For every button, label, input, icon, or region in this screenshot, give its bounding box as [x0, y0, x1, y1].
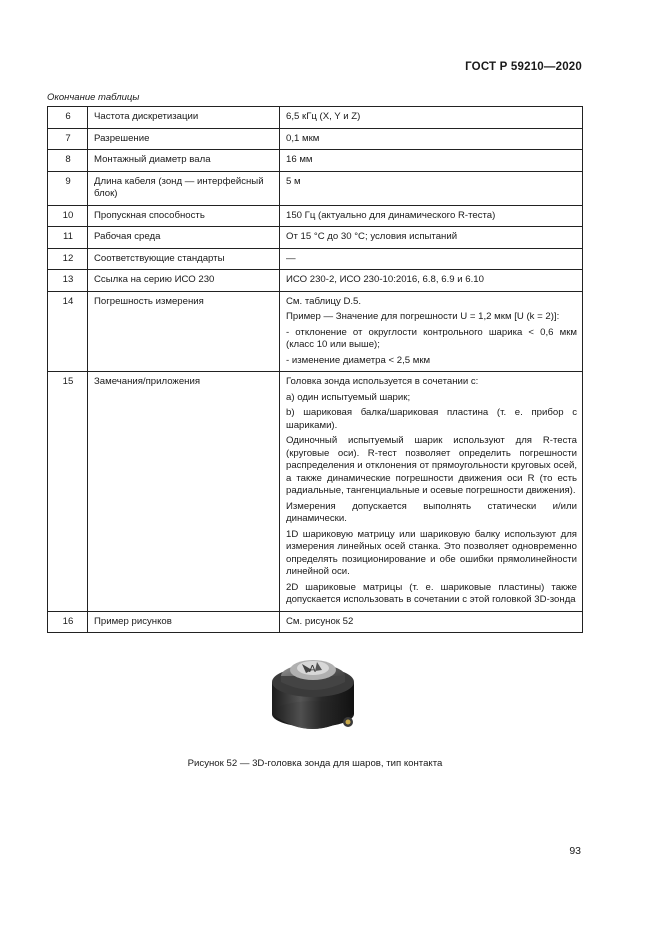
- value-paragraph: - изменение диаметра < 2,5 мкм: [286, 354, 431, 366]
- row-parameter: Рабочая среда: [88, 227, 280, 249]
- row-value: [280, 291, 583, 372]
- row-parameter: Пример рисунков: [88, 611, 280, 633]
- table-row: [48, 291, 583, 372]
- row-number: 6: [48, 107, 88, 129]
- value-paragraph: См. таблицу D.5.: [286, 295, 362, 307]
- table-row: [48, 107, 583, 129]
- row-number: 13: [48, 270, 88, 292]
- value-paragraph: 6,5 кГц (X, Y и Z): [286, 111, 361, 122]
- row-parameter: Погрешность измерения: [88, 291, 280, 372]
- table-row: [48, 171, 583, 205]
- row-value: [280, 205, 583, 227]
- table-row: [48, 150, 583, 172]
- row-parameter: Частота дискретизации: [88, 107, 280, 129]
- table-row: [48, 227, 583, 249]
- row-parameter: Длина кабеля (зонд — интерфейсный блок): [88, 171, 280, 205]
- value-paragraph: 5 м: [286, 175, 301, 187]
- row-value: [280, 107, 583, 129]
- spec-table: [47, 106, 583, 633]
- page-number: 93: [569, 845, 581, 857]
- row-number: 11: [48, 227, 88, 249]
- value-paragraph: От 15 °С до 30 °С; условия испытаний: [286, 231, 458, 242]
- row-number: 12: [48, 248, 88, 270]
- table-row: [48, 611, 583, 633]
- row-parameter: Соответствующие стандарты: [88, 248, 280, 270]
- table-row: [48, 128, 583, 150]
- row-number: 7: [48, 128, 88, 150]
- row-parameter: Монтажный диаметр вала: [88, 150, 280, 172]
- row-parameter: Замечания/приложения: [88, 372, 280, 612]
- value-paragraph: 0,1 мкм: [286, 132, 320, 144]
- row-parameter: Ссылка на серию ИСО 230: [88, 270, 280, 292]
- probe-head-image: [262, 640, 367, 740]
- row-parameter: Пропускная способность: [88, 205, 280, 227]
- table-row: [48, 205, 583, 227]
- value-paragraph: b) шариковая балка/шариковая пластина (т. е. прибор с шариками).: [286, 407, 577, 431]
- spec-table-body: [48, 107, 583, 633]
- row-number: 8: [48, 150, 88, 172]
- row-value: [280, 372, 583, 612]
- value-paragraph: 150 Гц (актуально для динамического R-теста): [286, 209, 496, 221]
- value-paragraph: Измерения допускается выполнять статически и/или динамически.: [286, 500, 577, 524]
- row-value: [280, 270, 583, 292]
- value-paragraph: Одиночный испытуемый шарик используют для R-теста (круговые оси). R-тест позволяет определить погрешности распределения и отклонения от прямоугольности круговых осей, а также динамические погрешности движения оси R (то есть радиальные, тангенциальные и осевые погрешности движения).: [286, 435, 577, 496]
- value-paragraph: a) один испытуемый шарик;: [286, 391, 411, 403]
- row-value: [280, 171, 583, 205]
- row-number: 15: [48, 372, 88, 612]
- row-number: 14: [48, 291, 88, 372]
- row-value: [280, 611, 583, 633]
- row-number: 16: [48, 611, 88, 633]
- document-id: ГОСТ Р 59210—2020: [465, 61, 582, 73]
- table-row: [48, 372, 583, 612]
- row-value: [280, 128, 583, 150]
- table-row: [48, 270, 583, 292]
- value-paragraph: —: [286, 252, 296, 264]
- row-number: 9: [48, 171, 88, 205]
- value-paragraph: 2D шариковые матрицы (т. е. шариковые пластины) также допускается использовать в сочетании с этой головкой 3D-зонда: [286, 581, 577, 605]
- value-paragraph: 16 мм: [286, 154, 313, 165]
- svg-text:A: A: [309, 664, 316, 675]
- row-number: 10: [48, 205, 88, 227]
- figure-caption: Рисунок 52 — 3D-головка зонда для шаров, тип контакта: [187, 758, 443, 769]
- probe-head-figure: [262, 640, 367, 740]
- value-paragraph: См. рисунок 52: [286, 615, 354, 627]
- value-paragraph: Головка зонда используется в сочетании с:: [286, 376, 479, 387]
- value-paragraph: Пример — Значение для погрешности U = 1,2 мкм [U (k = 2)]:: [286, 311, 560, 322]
- table-row: [48, 248, 583, 270]
- row-value: [280, 248, 583, 270]
- row-value: [280, 227, 583, 249]
- value-paragraph: 1D шариковую матрицу или шариковую балку используют для измерения линейных осей станка. Это позволяет одновременно определять позиционирование и обе ошибки прямолинейности линейной оси.: [286, 528, 577, 577]
- row-parameter: Разрешение: [88, 128, 280, 150]
- table-caption: Окончание таблицы: [47, 92, 140, 103]
- value-paragraph: ИСО 230-2, ИСО 230-10:2016, 6.8, 6.9 и 6.10: [286, 274, 484, 285]
- row-value: [280, 150, 583, 172]
- value-paragraph: - отклонение от округлости контрольного шарика < 0,6 мкм (класс 10 или выше);: [286, 326, 577, 350]
